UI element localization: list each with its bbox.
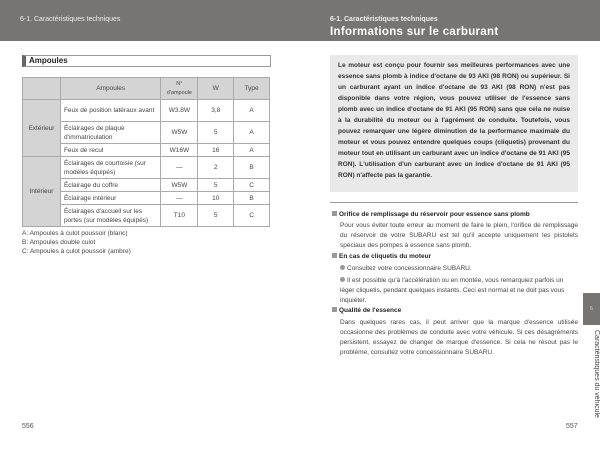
type-cell: C [234,179,270,192]
chapter-label: 6-1. Caractéristiques techniques [20,16,121,23]
legend-c: C: Ampoules à culot poussoir (ambre) [22,248,131,255]
watt-cell: 5 [198,205,234,227]
header-group [23,78,61,100]
bulb-name-cell: Éclairages de plaque d'immatriculation [60,122,160,144]
watt-cell: 2 [198,157,234,179]
bulb-number-cell: W5W [161,179,198,192]
chapter-tab: 6 [583,293,600,325]
bulb-name-cell: Feux de position latéraux avant [60,100,160,122]
table-header-row [23,78,270,100]
left-page-header [0,0,300,41]
bullet-item [340,276,578,306]
square-bullet-icon [332,307,337,312]
watt-cell: 16 [198,144,234,157]
heading-text: En cas de cliquetis du moteur [339,253,432,260]
table-row [23,144,270,157]
intro-box: Le moteur est conçu pour fournir ses meilleures performances avec une essence sans plomb à indice d'octane de 93 AKI (98 RON) ou supérieur. Si un carburant ayant un indice d'octane de 93 AKI (98 RON) n'est pas disponible dans votre région, vous pouvez utiliser de l'essence sans plomb avec un indice d'octane de 91 AKI (95 RON) sans que cela ne nuise à la durabilité du moteur ou à l'agrément de conduite. Toutefois, vous pouvez remarquer une légère diminution de la performance maximale du moteur et vous pouvez entendre quelques coups (cliquetis) provenant du moteur tout en utilisant un carburant avec un indice d'octane de 91 AKI (95 RON). L'utilisation d'un carburant avec un indice d'octane de 91 AKI (95 RON) n'affecte pas la garantie. [330,55,578,192]
bulb-number-cell: W16W [161,144,198,157]
divider [330,202,578,203]
circle-bullet-icon [340,265,345,270]
bulb-number-cell: — [161,157,198,179]
watt-cell: 10 [198,192,234,205]
bulb-name-cell: Éclairage intérieur [60,192,160,205]
legend-b: B: Ampoules double culot [22,239,96,246]
side-chapter-label: Caractéristiques du véhicule [593,330,600,418]
table-row [23,157,270,179]
bulb-name-cell: Éclairages de courtoisie (sur modèles équipés) [60,157,160,179]
section-title-ampoules: Ampoules [22,55,271,67]
page-number-right: 557 [566,423,578,430]
bulb-number-cell: T10 [161,205,198,227]
bulb-name-cell: Éclairage du coffre [60,179,160,192]
heading-text: Qualité de l'essence [339,307,402,314]
square-bullet-icon [332,253,337,258]
group-cell: Extérieur [23,100,61,157]
section-heading [332,307,401,314]
bulb-name-cell: Éclairages d'accueil sur les portes (sur modèles équipés) [60,205,160,227]
header-bulb-number: N° d'ampoule [161,78,198,100]
section-heading [332,253,431,260]
bulbs-table [22,77,270,227]
table-row [23,192,270,205]
type-cell: C [234,205,270,227]
type-cell: B [234,192,270,205]
watt-cell: 5 [198,179,234,192]
heading-text: Orifice de remplissage du réservoir pour essence sans plomb [339,211,530,218]
bulb-number-cell: — [161,192,198,205]
right-page-header [300,0,600,41]
header-type: Type [234,78,270,100]
table-row [23,100,270,122]
section-body: Pour vous éviter toute erreur au moment de faire le plein, l'orifice de remplissage du réservoir de votre SUBARU est tel qu'il accepte uniquement les pistolets spéciaux des pompes à essence sans plomb. [340,222,578,249]
chapter-label: 6-1. Caractéristiques techniques [330,16,438,23]
type-cell: A [234,100,270,122]
page-title: Informations sur le carburant [330,26,499,38]
bullet-text: Il est possible qu'à l'accélération ou en montée, vous remarquiez parfois un léger cliquetis, pendant quelques instants. Ceci est normal et ne doit pas vous inquiéter. [340,277,565,304]
type-cell: A [234,122,270,144]
watt-cell: 3,8 [198,100,234,122]
bulb-name-cell: Feux de recul [60,144,160,157]
page-number-left: 556 [22,423,34,430]
type-cell: A [234,144,270,157]
bullet-item [340,264,578,274]
section-body: Dans quelques rares cas, il peut arriver que la marque d'essence utilisée occasionne des problèmes de conduite avec votre véhicule. Si ces désagréments persistent, essayez de changer de marque d'essence. Si cela ne résout pas le problème, consultez votre concessionnaire SUBARU. [340,319,578,356]
bullet-text: Consultez votre concessionnaire SUBARU. [347,265,472,272]
group-cell: Intérieur [23,157,61,227]
type-cell: B [234,157,270,179]
circle-bullet-icon [340,277,345,282]
table-row [23,179,270,192]
section-heading [332,211,530,218]
watt-cell: 5 [198,122,234,144]
legend-a: A: Ampoules à culot poussoir (blanc) [22,230,128,237]
header-ampoules: Ampoules [60,78,160,100]
bulb-number-cell: W3.8W [161,100,198,122]
header-watt: W [198,78,234,100]
square-bullet-icon [332,211,337,216]
bulb-number-cell: W5W [161,122,198,144]
table-row [23,122,270,144]
table-row [23,205,270,227]
